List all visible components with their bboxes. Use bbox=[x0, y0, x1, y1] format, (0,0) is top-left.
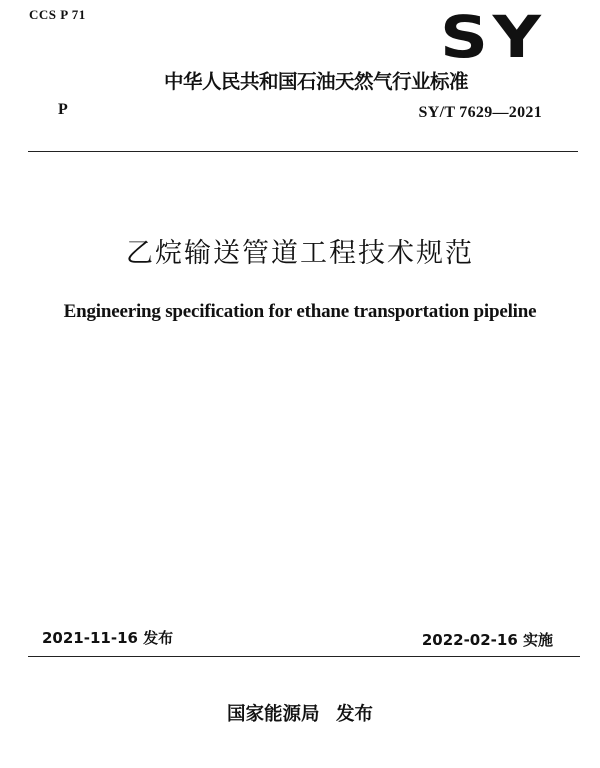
ccs-code: CCS P 71 bbox=[29, 7, 86, 22]
title-chinese: 乙烷输送管道工程技术规范 bbox=[126, 238, 474, 269]
footer-divider bbox=[28, 656, 580, 657]
issuing-authority: 国家能源局 发布 bbox=[227, 704, 373, 725]
implementation-date: 2022-02-16 实施 bbox=[421, 631, 553, 649]
header-divider bbox=[28, 151, 578, 152]
sy-logo: SY bbox=[440, 3, 546, 71]
standard-authority: 中华人民共和国石油天然气行业标准 bbox=[164, 70, 469, 93]
title-english: Engineering specification for ethane transportation pipeline bbox=[63, 301, 537, 322]
issue-date: 2021-11-16 发布 bbox=[42, 629, 174, 647]
standard-number: SY/T 7629—2021 bbox=[418, 104, 542, 121]
category-code: P bbox=[58, 101, 68, 118]
